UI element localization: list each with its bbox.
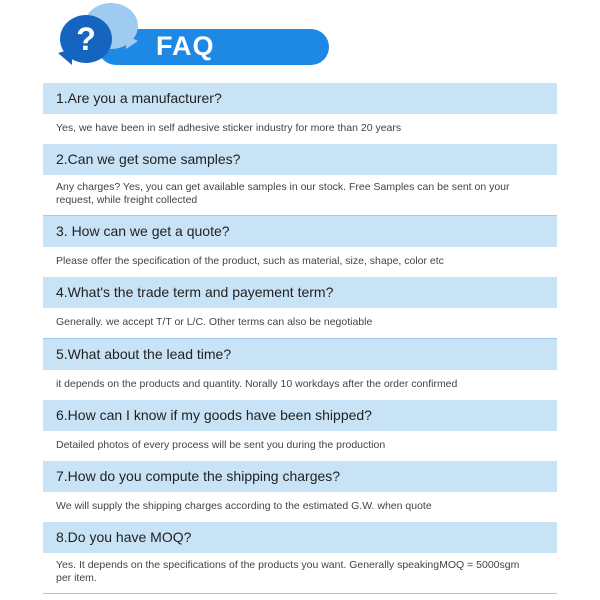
faq-question-text: 5.What about the lead time? bbox=[56, 346, 232, 362]
faq-question bbox=[43, 277, 557, 308]
faq-answer-text: Detailed photos of every process will be sent you during the production bbox=[56, 439, 386, 451]
question-mark-glyph: ? bbox=[76, 21, 96, 57]
faq-answer bbox=[43, 175, 557, 216]
faq-question-text: 2.Can we get some samples? bbox=[56, 151, 241, 167]
faq-answer bbox=[43, 431, 557, 462]
faq-question bbox=[43, 83, 557, 114]
faq-answer bbox=[43, 492, 557, 523]
faq-answer bbox=[43, 114, 557, 145]
faq-answer-text: Yes, we have been in self adhesive sticker industry for more than 20 years bbox=[56, 122, 402, 134]
faq-answer bbox=[43, 247, 557, 278]
faq-question bbox=[43, 522, 557, 553]
faq-question bbox=[43, 400, 557, 431]
faq-question bbox=[43, 461, 557, 492]
faq-question-text: 6.How can I know if my goods have been shipped? bbox=[56, 407, 372, 423]
faq-answer-text: Generally. we accept T/T or L/C. Other terms can also be negotiable bbox=[56, 316, 373, 328]
page-title: FAQ bbox=[156, 31, 215, 61]
faq-answer bbox=[43, 308, 557, 339]
faq-answer-text: We will supply the shipping charges according to the estimated G.W. when quote bbox=[56, 500, 432, 512]
faq-answer-text: Please offer the specification of the product, such as material, size, shape, color etc bbox=[56, 255, 444, 267]
faq-answer bbox=[43, 370, 557, 401]
faq-answer-text: it depends on the products and quantity. Norally 10 workdays after the order confirmed bbox=[56, 378, 458, 390]
faq-question-text: 4.What's the trade term and payement term? bbox=[56, 284, 334, 300]
faq-question-text: 1.Are you a manufacturer? bbox=[56, 90, 222, 106]
faq-question-text: 8.Do you have MOQ? bbox=[56, 529, 192, 545]
faq-header bbox=[58, 3, 273, 67]
faq-question bbox=[43, 339, 557, 370]
faq-answer-text: Any charges? Yes, you can get available samples in our stock. Free Samples can be sent on your request, while freight collected bbox=[56, 181, 510, 206]
speech-bubble-back-tail bbox=[126, 35, 138, 49]
faq-question bbox=[43, 144, 557, 175]
faq-answer-text: Yes. It depends on the specifications of the products you want. Generally speakingMOQ = 5000sgm per item. bbox=[56, 559, 520, 584]
faq-question-text: 7.How do you compute the shipping charges? bbox=[56, 468, 341, 484]
faq-answer bbox=[43, 553, 557, 594]
faq-question-text: 3. How can we get a quote? bbox=[56, 223, 230, 239]
faq-question bbox=[43, 216, 557, 247]
